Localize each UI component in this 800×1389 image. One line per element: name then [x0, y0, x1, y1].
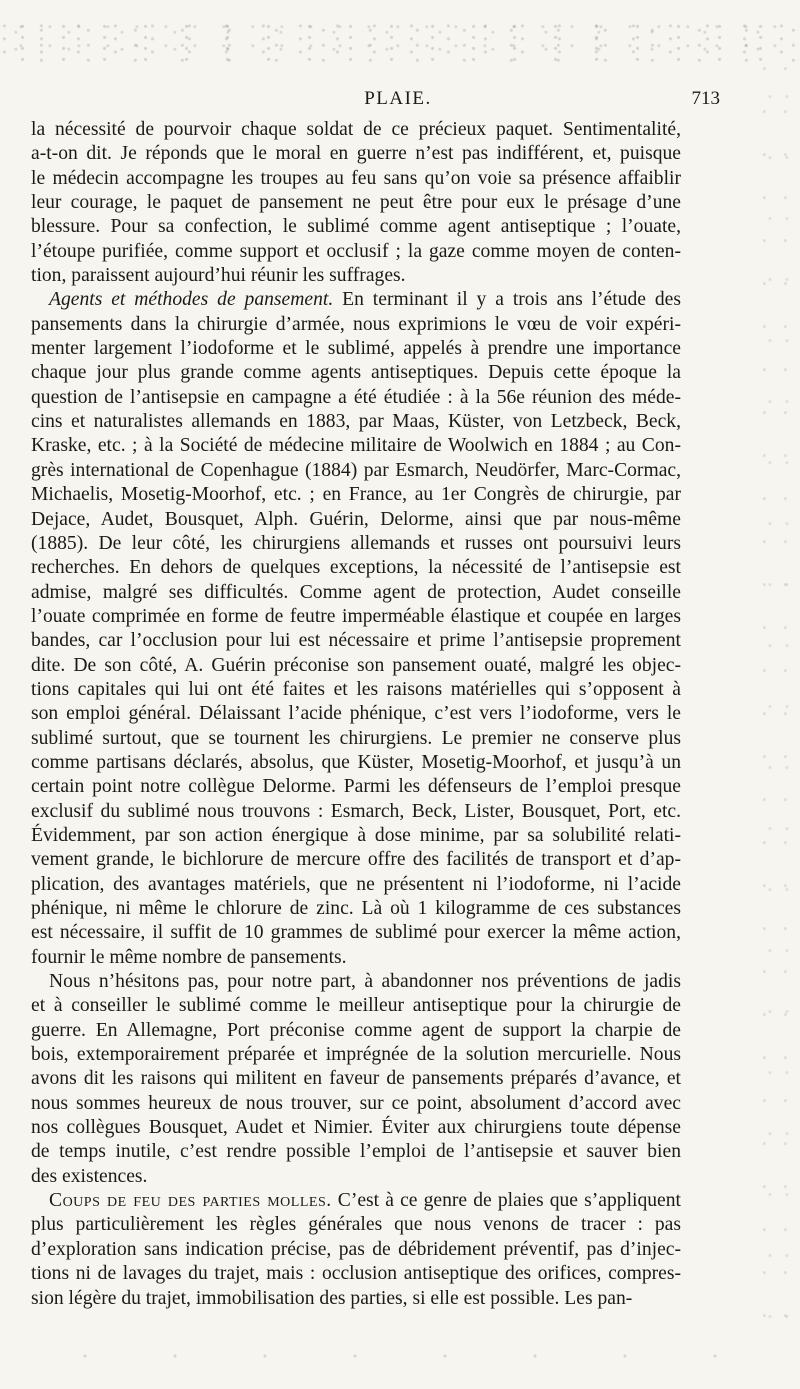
text-line	[31, 361, 681, 385]
text-line	[31, 1189, 681, 1213]
page-number: 713	[691, 88, 720, 109]
text-line	[31, 824, 681, 848]
running-head	[33, 88, 763, 114]
paragraph	[31, 970, 681, 1189]
text-line	[31, 337, 681, 361]
line-text: exclusif du sublimé nous trouvons : Esmarch, Beck, Lister, Bousquet, Port, etc.	[31, 800, 681, 822]
text-line	[31, 532, 681, 556]
text-line	[31, 191, 681, 215]
text-line	[31, 386, 681, 410]
text-line	[31, 897, 681, 921]
line-text: avons dit les raisons qui militent en faveur de pansements préparés d’avance, et	[31, 1068, 681, 1090]
text-line	[31, 654, 681, 678]
text-line	[31, 1140, 681, 1164]
text-line	[31, 288, 681, 312]
line-text: leur courage, le paquet de pansement ne peut être pour eux le présage d’une	[31, 192, 681, 214]
running-title: PLAIE.	[364, 88, 432, 109]
text-line	[31, 1287, 681, 1311]
text-line	[31, 873, 681, 897]
line-text: phénique, ni même le chlorure de zinc. Là où 1 kilogramme de ces substances	[31, 898, 681, 919]
line-text: tion, paraissent aujourd’hui réunir les suffrages.	[31, 265, 406, 287]
line-text: l’ouate comprimée en forme de feutre imperméable élastique et coupée en larges	[31, 605, 681, 627]
text-line	[31, 946, 681, 970]
line-text: bandes, car l’occlusion pour lui est nécessaire et prime l’antisepsie proprement	[31, 630, 681, 652]
line-text: menter largement l’iodoforme et le sublimé, appelés à prendre une importance	[31, 338, 681, 360]
line-text: nos collègues Bousquet, Audet et Nimier. Éviter aux chirurgiens toute dépense	[31, 1117, 681, 1139]
text-line	[31, 240, 681, 264]
text-line	[31, 313, 681, 337]
line-text: pansements dans la chirurgie d’armée, nous exprimions le vœu de voir expéri-	[31, 313, 681, 335]
text-line	[31, 751, 681, 775]
text-line	[31, 1213, 681, 1237]
text-line	[31, 994, 681, 1018]
line-text: tions capitales qui lui ont été faites et les raisons matérielles qui s’opposent à	[31, 678, 681, 700]
line-text: son emploi général. Délaissant l’acide phénique, c’est vers l’iodoforme, vers le	[31, 703, 681, 725]
text-line	[31, 556, 681, 580]
text-line	[31, 434, 681, 458]
line-text: chaque jour plus grande comme agents antiseptiques. Depuis cette époque la	[31, 362, 681, 384]
line-text: guerre. En Allemagne, Port préconise comme agent de support la charpie de	[31, 1019, 681, 1041]
text-line	[31, 1043, 681, 1067]
text-line	[31, 1019, 681, 1043]
text-line	[31, 1116, 681, 1140]
paragraph	[31, 118, 681, 288]
text-line	[31, 459, 681, 483]
line-text: sion légère du trajet, immobilisation des parties, si elle est possible. Les pan-	[31, 1287, 633, 1309]
line-text: blessure. Pour sa confection, le sublimé comme agent antiseptique ; l’ouate,	[31, 216, 681, 238]
line-text: comme partisans déclarés, absolus, que Küster, Mosetig-Moorhof, et jusqu’à un	[31, 751, 681, 773]
text-line	[31, 1165, 681, 1189]
text-line	[31, 118, 681, 142]
line-text: des existences.	[31, 1165, 148, 1187]
text-line	[31, 508, 681, 532]
line-text: a-t-on dit. Je réponds que le moral en guerre n’est pas indifférent, et, puisque	[31, 143, 681, 165]
text-line	[31, 921, 681, 945]
text-line	[31, 970, 681, 994]
line-text: et à conseiller le sublimé comme le meilleur antiseptique pour la chirurgie de	[31, 995, 681, 1017]
text-line	[31, 800, 681, 824]
line-text: certain point notre collègue Delorme. Parmi les défenseurs de l’emploi presque	[31, 776, 681, 798]
body-text	[31, 118, 681, 1311]
paragraph	[31, 288, 681, 970]
line-text: question de l’antisepsie en campagne a été étudiée : à la 56e réunion des méde-	[31, 386, 681, 408]
line-text: la nécessité de pourvoir chaque soldat de ce précieux paquet. Sentimentalité,	[31, 119, 681, 140]
text-line	[31, 215, 681, 239]
line-text: Évidemment, par son action énergique à dose minime, par sa solubilité relati-	[31, 824, 681, 846]
paragraph	[31, 1189, 681, 1311]
line-text: le médecin accompagne les troupes au feu sans qu’on voie sa présence affaiblir	[31, 167, 681, 189]
text-line	[31, 483, 681, 507]
line-text: tions ni de lavages du trajet, mais : occlusion antiseptique des orifices, compres-	[31, 1263, 681, 1285]
text-line	[31, 142, 681, 166]
text-line	[31, 727, 681, 751]
paragraph-heading: Agents et méthodes de pansement.	[49, 289, 334, 311]
line-text: admise, malgré ses difficultés. Comme agent de protection, Audet conseille	[31, 581, 681, 603]
line-text: cins et naturalistes allemands en 1883, par Maas, Küster, von Letzbeck, Beck,	[31, 411, 681, 433]
line-text: C’est à ce genre de plaies que s’appliquent	[331, 1190, 681, 1212]
line-text: bois, extemporairement préparée et imprégnée de la solution mercurielle. Nous	[31, 1044, 681, 1066]
line-text: recherches. En dehors de quelques exceptions, la nécessité de l’antisepsie est	[31, 557, 681, 579]
line-text: En terminant il y a trois ans l’étude des	[333, 289, 681, 311]
text-line	[31, 167, 681, 191]
text-line	[31, 605, 681, 629]
line-text: Nous n’hésitons pas, pour notre part, à abandonner nos préventions de jadis	[49, 971, 681, 993]
text-line	[31, 848, 681, 872]
text-line	[31, 1238, 681, 1262]
scan-noise-top	[0, 22, 800, 62]
line-text: (1885). De leur côté, les chirurgiens allemands et russes ont poursuivi leurs	[31, 532, 681, 554]
line-text: est nécessaire, il suffit de 10 grammes de sublimé pour exercer la même action,	[31, 922, 681, 944]
text-line	[31, 1092, 681, 1116]
line-text: dite. De son côté, A. Guérin préconise son pansement ouaté, malgré les objec-	[31, 654, 681, 676]
line-text: de temps inutile, c’est rendre possible l’emploi de l’antisepsie et sauver bien	[31, 1141, 681, 1163]
text-line	[31, 775, 681, 799]
line-text: sublimé surtout, que se tournent les chirurgiens. Le premier ne conserve plus	[31, 727, 681, 749]
line-text: grès international de Copenhague (1884) par Esmarch, Neudörfer, Marc-Cormac,	[31, 459, 681, 481]
paragraph-heading: Coups de feu des parties molles.	[49, 1190, 332, 1212]
text-line	[31, 1262, 681, 1286]
text-line	[31, 629, 681, 653]
line-text: l’étoupe purifiée, comme support et occlusif ; la gaze comme moyen de conten-	[31, 240, 681, 262]
line-text: Dejace, Audet, Bousquet, Alph. Guérin, Delorme, ainsi que par nous-même	[31, 508, 681, 530]
text-line	[31, 264, 681, 288]
scan-noise-right	[758, 60, 800, 1340]
text-line	[31, 1067, 681, 1091]
line-text: plus particulièrement les règles générales que nous venons de tracer : pas	[31, 1214, 681, 1236]
line-text: d’exploration sans indication précise, pas de débridement préventif, pas d’injec-	[31, 1238, 681, 1260]
text-line	[31, 678, 681, 702]
scan-noise-bottom	[40, 1352, 760, 1360]
line-text: plication, des avantages matériels, que ne présentent ni l’iodoforme, ni l’acide	[31, 873, 681, 895]
text-line	[31, 581, 681, 605]
line-text: fournir le même nombre de pansements.	[31, 946, 347, 968]
line-text: vement grande, le bichlorure de mercure offre des facilités de transport et d’ap-	[31, 849, 681, 871]
line-text: Kraske, etc. ; à la Société de médecine militaire de Woolwich en 1884 ; au Con-	[31, 435, 681, 457]
line-text: Michaelis, Mosetig-Moorhof, etc. ; en France, au 1er Congrès de chirurgie, par	[31, 484, 681, 506]
text-line	[31, 702, 681, 726]
text-line	[31, 410, 681, 434]
line-text: nous sommes heureux de nous trouver, sur ce point, absolument d’accord avec	[31, 1092, 681, 1114]
